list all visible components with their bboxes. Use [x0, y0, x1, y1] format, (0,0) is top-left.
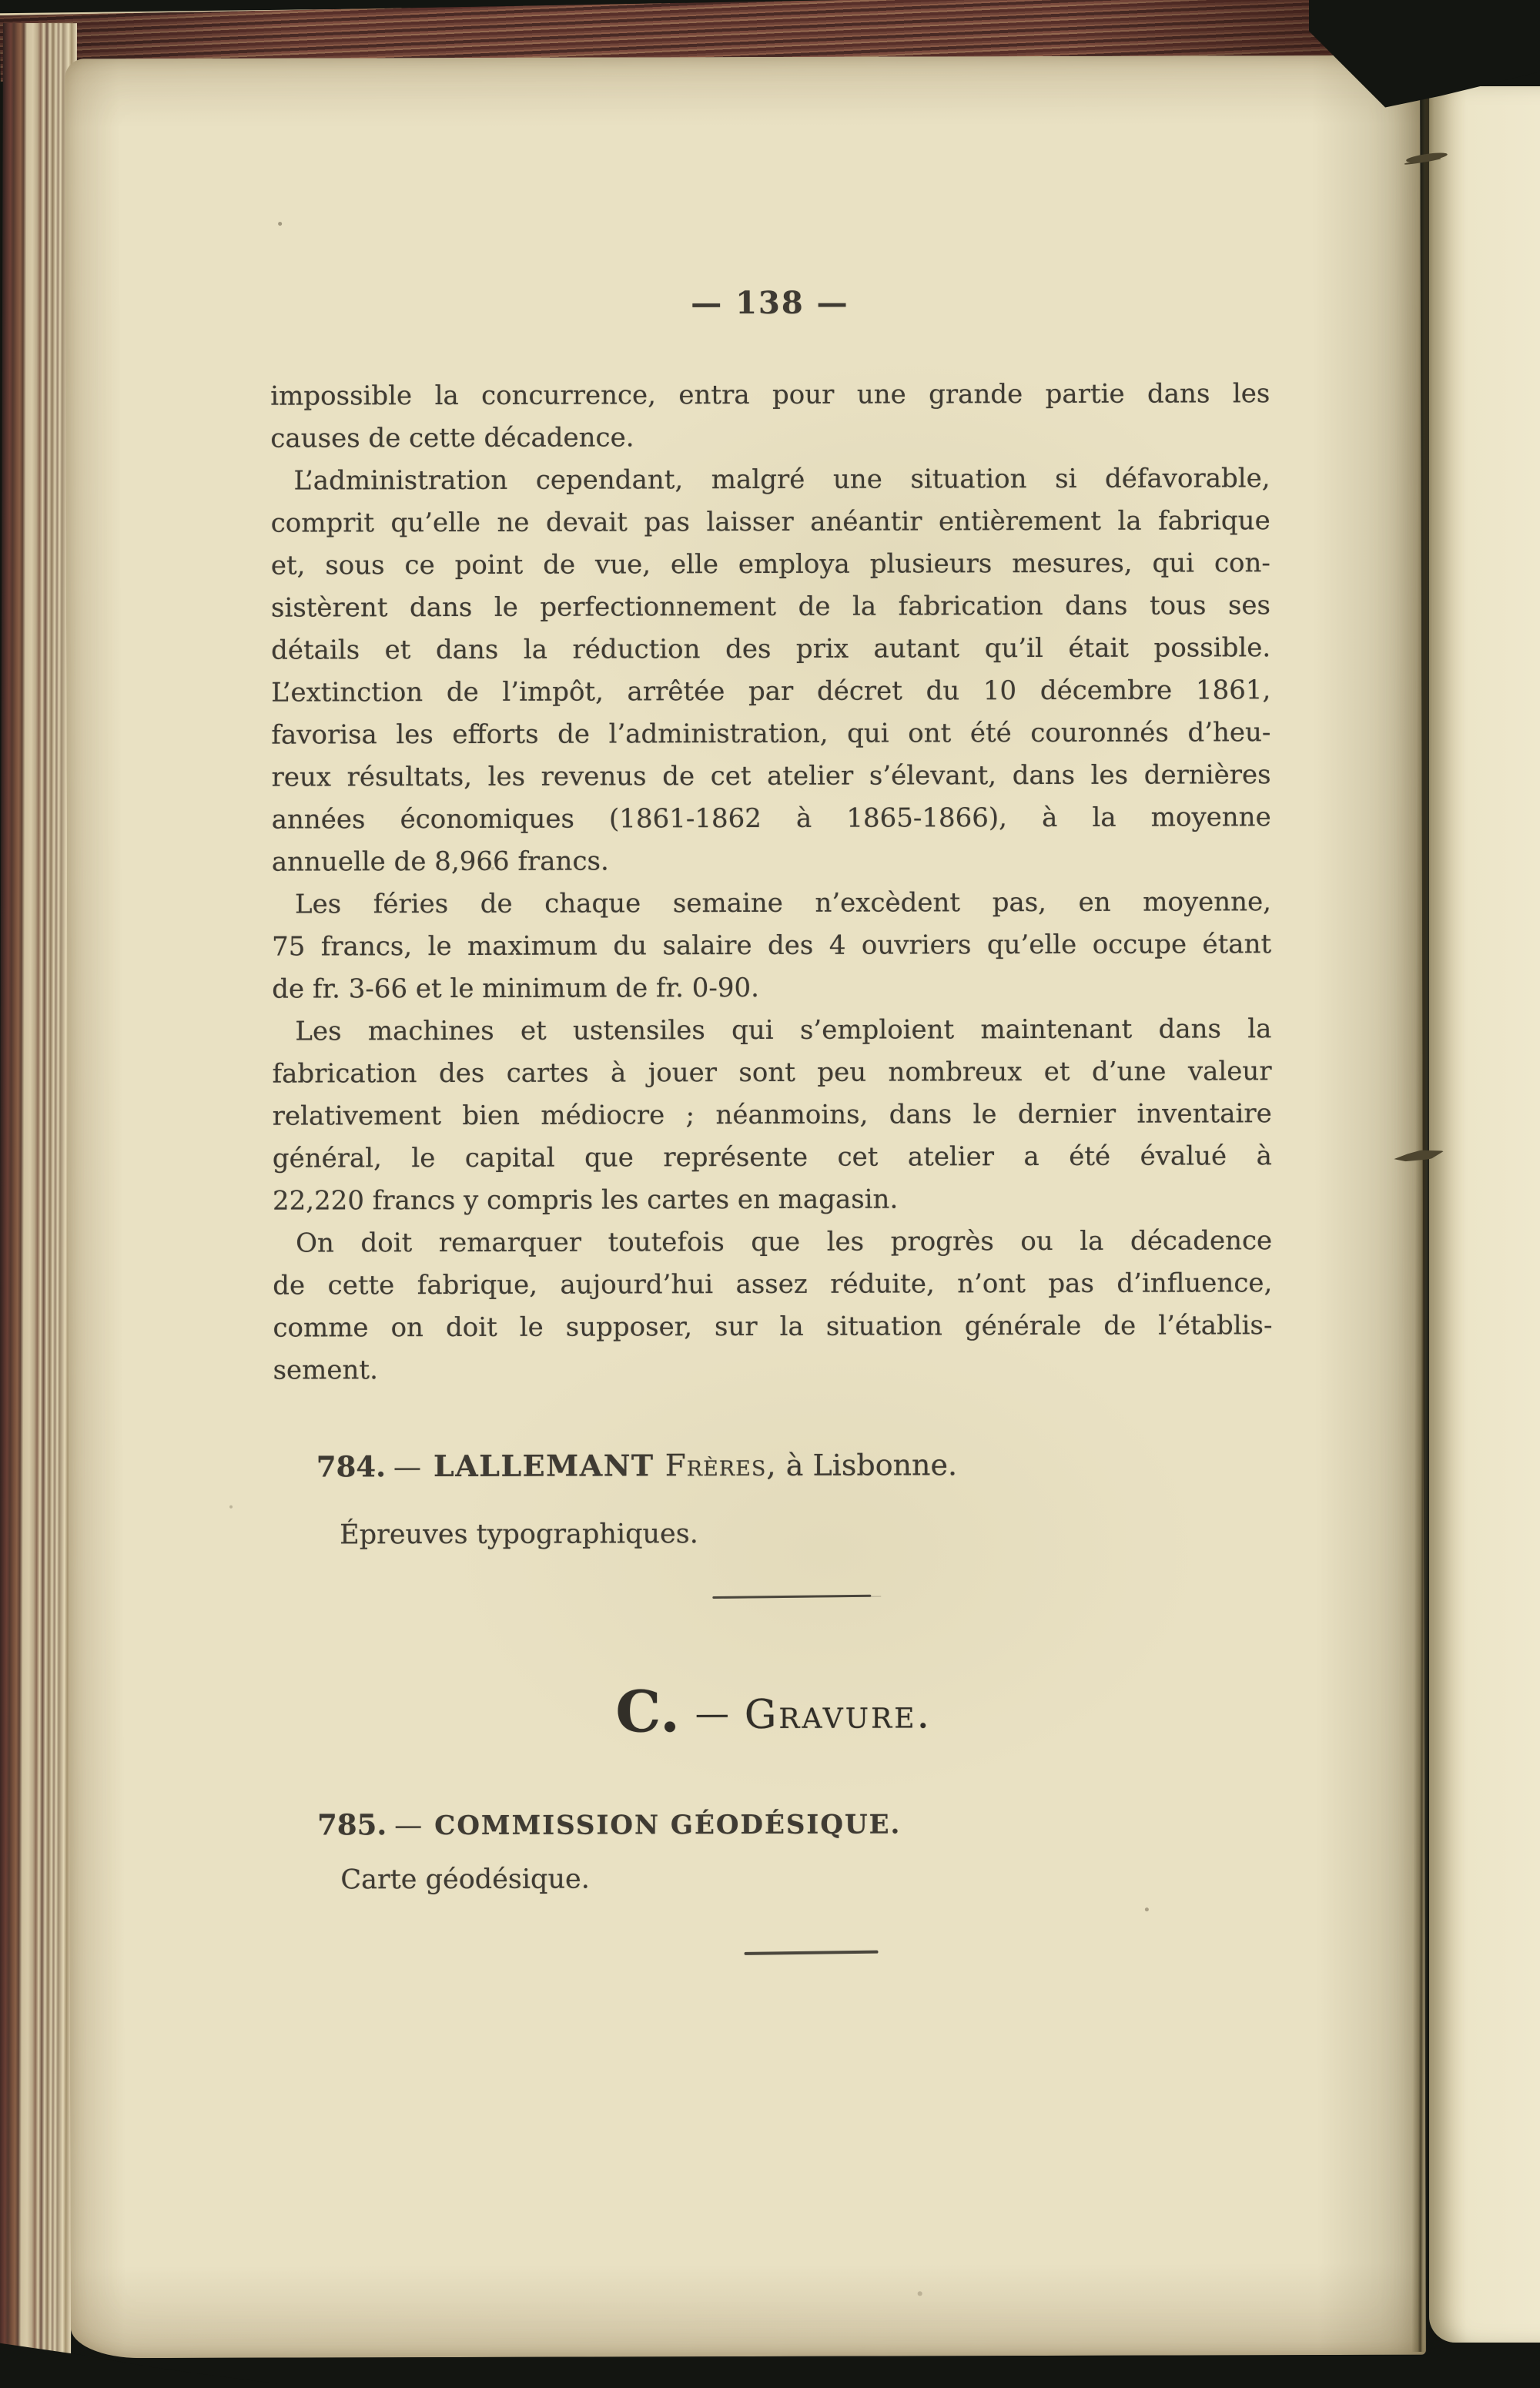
text-line: de cette fabrique, aujourd’hui assez réduite, n’ont pas d’influence, — [273, 1268, 1273, 1301]
entry-dash: — — [393, 1452, 422, 1484]
text-line: comprit qu’elle ne devait pas laisser anéantir entièrement la fabrique — [270, 505, 1270, 539]
text-line: causes de cette décadence. — [270, 422, 634, 454]
text-line: détails et dans la réduction des prix autant qu’il était possible. — [271, 632, 1271, 666]
text-line: sistèrent dans le perfectionnement de la fabrication dans tous ses — [270, 590, 1271, 624]
paragraph — [270, 457, 1270, 883]
facing-page-sliver — [1429, 86, 1540, 2343]
text-line: Les féries de chaque semaine n’excèdent pas, en moyenne, — [294, 886, 1272, 920]
text-line: 22,220 francs y compris les cartes en magasin. — [272, 1184, 899, 1217]
section-heading — [274, 1679, 1274, 1746]
section-letter: C. — [615, 1679, 680, 1746]
paragraph — [272, 1008, 1272, 1222]
exhibitor-name: COMMISSION GÉODÉSIQUE. — [434, 1809, 902, 1842]
book-page-138 — [65, 55, 1426, 2359]
text-line: On doit remarquer toutefois que les progrès ou la décadence — [296, 1225, 1273, 1259]
paragraph — [272, 881, 1271, 1010]
text-line: fabrication des cartes à jouer sont peu nombreux et d’une valeur — [272, 1056, 1272, 1090]
text-line: comme on doit le supposer, sur la situation générale de l’établis- — [273, 1310, 1273, 1344]
text-line: sement. — [273, 1355, 378, 1386]
text-line: relativement bien médiocre ; néanmoins, dans le dernier inventaire — [272, 1098, 1272, 1132]
exhibitor-name: LALLEMANT — [433, 1448, 654, 1484]
text-line: annuelle de 8,966 francs. — [271, 846, 609, 878]
entry-number: 785. — [317, 1807, 387, 1842]
paper-specks — [65, 59, 66, 60]
text-line: 75 francs, le maximum du salaire des 4 ouvriers qu’elle occupe étant — [272, 929, 1272, 963]
section-title: Gravure. — [744, 1691, 932, 1739]
page-number: — 138 — — [691, 284, 849, 322]
text-line: L’administration cependant, malgré une situation si défavorable, — [293, 463, 1270, 497]
entry-number: 784. — [316, 1449, 387, 1484]
exhibit-item-785: Carte géodésique. — [340, 1864, 590, 1896]
exhibitor-name-suffix: Frères, — [665, 1448, 777, 1484]
text-line: favorisa les efforts de l’administration, qui ont été couronnés d’heu- — [271, 717, 1271, 751]
text-line: général, le capital que représente cet atelier a été évalué à — [272, 1140, 1272, 1174]
text-line: de fr. 3-66 et le minimum de fr. 0-90. — [272, 972, 759, 1005]
paragraphs — [270, 373, 1272, 1392]
divider-rule — [712, 1595, 871, 1599]
divider-rule — [745, 1951, 879, 1955]
text-line: impossible la concurrence, entra pour une grande partie dans les — [270, 378, 1270, 412]
text-line: années économiques (1861-1862 à 1865-1866), à la moyenne — [271, 802, 1271, 836]
section-dash: — — [695, 1694, 729, 1734]
entry-dash: — — [394, 1810, 423, 1842]
text-line: reux résultats, les revenus de cet atelier s’élevant, dans les dernières — [271, 759, 1271, 793]
exhibitor-location: à Lisbonne. — [785, 1448, 958, 1482]
paragraph — [270, 373, 1270, 460]
text-line: L’extinction de l’impôt, arrêtée par décret du 10 décembre 1861, — [271, 675, 1271, 708]
paragraph — [273, 1220, 1273, 1392]
exhibit-item-784: Épreuves typographiques. — [340, 1519, 698, 1551]
text-line: et, sous ce point de vue, elle employa plusieurs mesures, qui con- — [270, 548, 1270, 581]
catalog-entry-784 — [316, 1447, 957, 1484]
text-line: Les machines et ustensiles qui s’emploient maintenant dans la — [295, 1013, 1272, 1047]
catalog-entry-785 — [317, 1806, 901, 1841]
